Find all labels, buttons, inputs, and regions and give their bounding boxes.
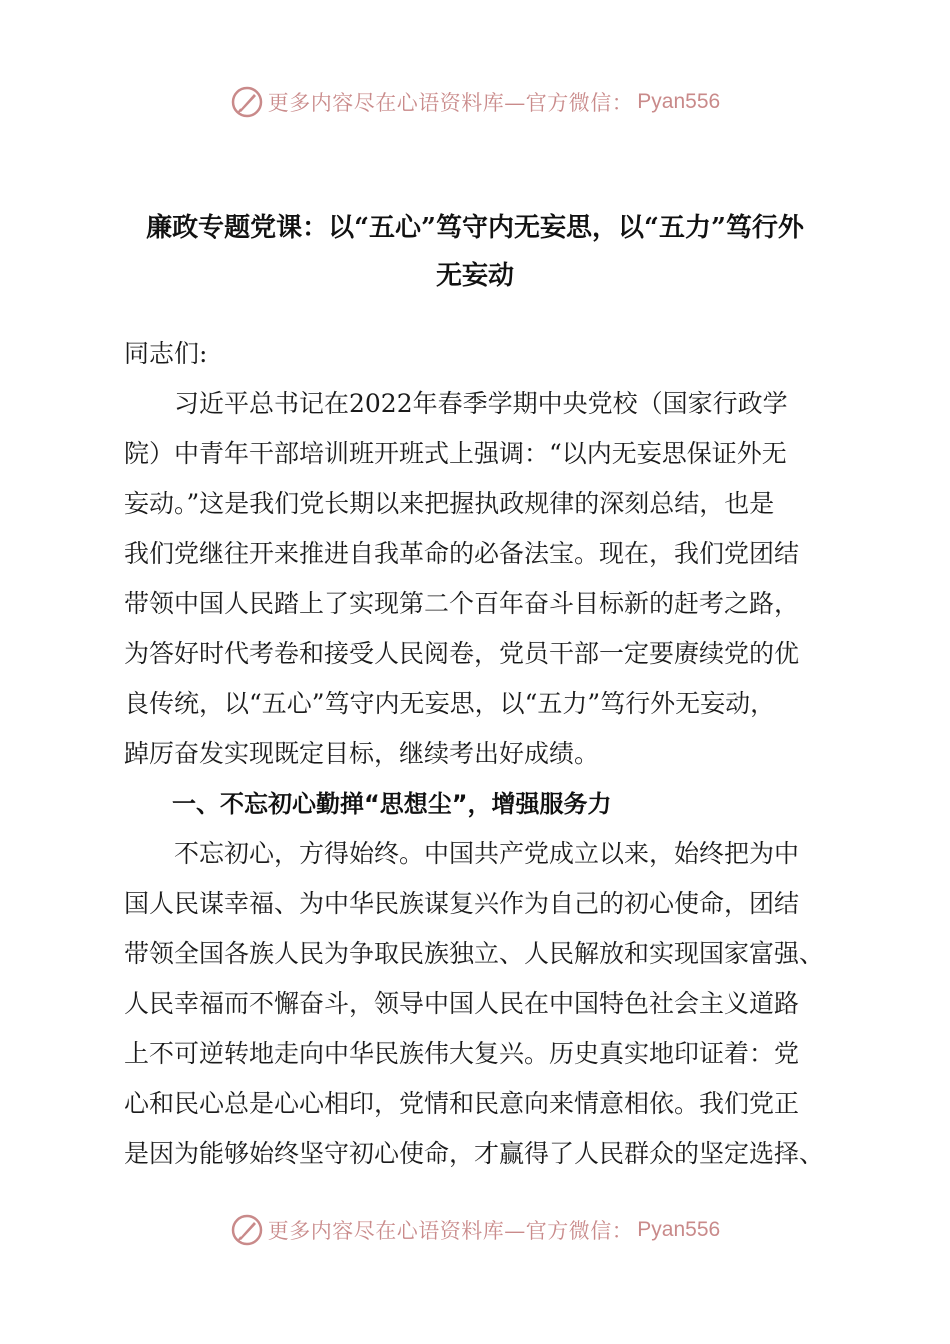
quill-logo-icon xyxy=(230,1213,264,1247)
paragraph-line: 我们党继往开来推进自我革命的必备法宝。现在，我们党团结 xyxy=(124,539,800,568)
paragraph-line: 为答好时代考卷和接受人民阅卷，党员干部一定要赓续党的优 xyxy=(124,639,800,668)
paragraph-line: 院）中青年干部培训班开班式上强调：“以内无妄思保证外无 xyxy=(124,439,787,468)
paragraph-line: 妄动。”这是我们党长期以来把握执政规律的深刻总结，也是 xyxy=(124,489,775,518)
paragraph-line: 踔厉奋发实现既定目标，继续考出好成绩。 xyxy=(124,739,600,768)
paragraph-line: 心和民心总是心心相印，党情和民意向来情意相依。我们党正 xyxy=(124,1089,800,1118)
document-title-line-1: 廉政专题党课：以“五心”笃守内无妄思，以“五力”笃行外 xyxy=(146,213,804,243)
quill-logo-icon xyxy=(230,85,264,119)
salutation: 同志们: xyxy=(124,339,208,368)
watermark-wechat-id: Pyan556 xyxy=(637,1218,721,1241)
paragraph-line: 习近平总书记在2022年春季学期中央党校（国家行政学 xyxy=(174,389,788,418)
paragraph-line: 带领全国各族人民为争取民族独立、人民解放和实现国家富强、 xyxy=(124,939,825,968)
paragraph-line: 人民幸福而不懈奋斗，领导中国人民在中国特色社会主义道路 xyxy=(124,989,800,1018)
watermark-text: 更多内容尽在心语资料库—官方微信： xyxy=(267,91,634,115)
paragraph-line: 是因为能够始终坚守初心使命，才赢得了人民群众的坚定选择、 xyxy=(124,1139,825,1168)
paragraph-line: 不忘初心，方得始终。中国共产党成立以来，始终把为中 xyxy=(174,839,800,868)
paragraph-line: 上不可逆转地走向中华民族伟大复兴。历史真实地印证着：党 xyxy=(124,1039,800,1068)
paragraph-line: 良传统，以“五心”笃守内无妄思，以“五力”笃行外无妄动， xyxy=(124,689,776,718)
watermark-banner-top xyxy=(0,80,950,124)
watermark-text: 更多内容尽在心语资料库—官方微信： xyxy=(267,1219,634,1243)
paragraph-line: 国人民谋幸福、为中华民族谋复兴作为自己的初心使命，团结 xyxy=(124,889,800,918)
document-title-line-2: 无妄动 xyxy=(435,261,514,291)
section-heading: 一、不忘初心勤掸“思想尘”，增强服务力 xyxy=(172,790,612,818)
paragraph-line: 带领中国人民踏上了实现第二个百年奋斗目标新的赶考之路， xyxy=(124,589,800,618)
watermark-banner-bottom xyxy=(0,1208,950,1252)
watermark-wechat-id: Pyan556 xyxy=(637,90,721,113)
